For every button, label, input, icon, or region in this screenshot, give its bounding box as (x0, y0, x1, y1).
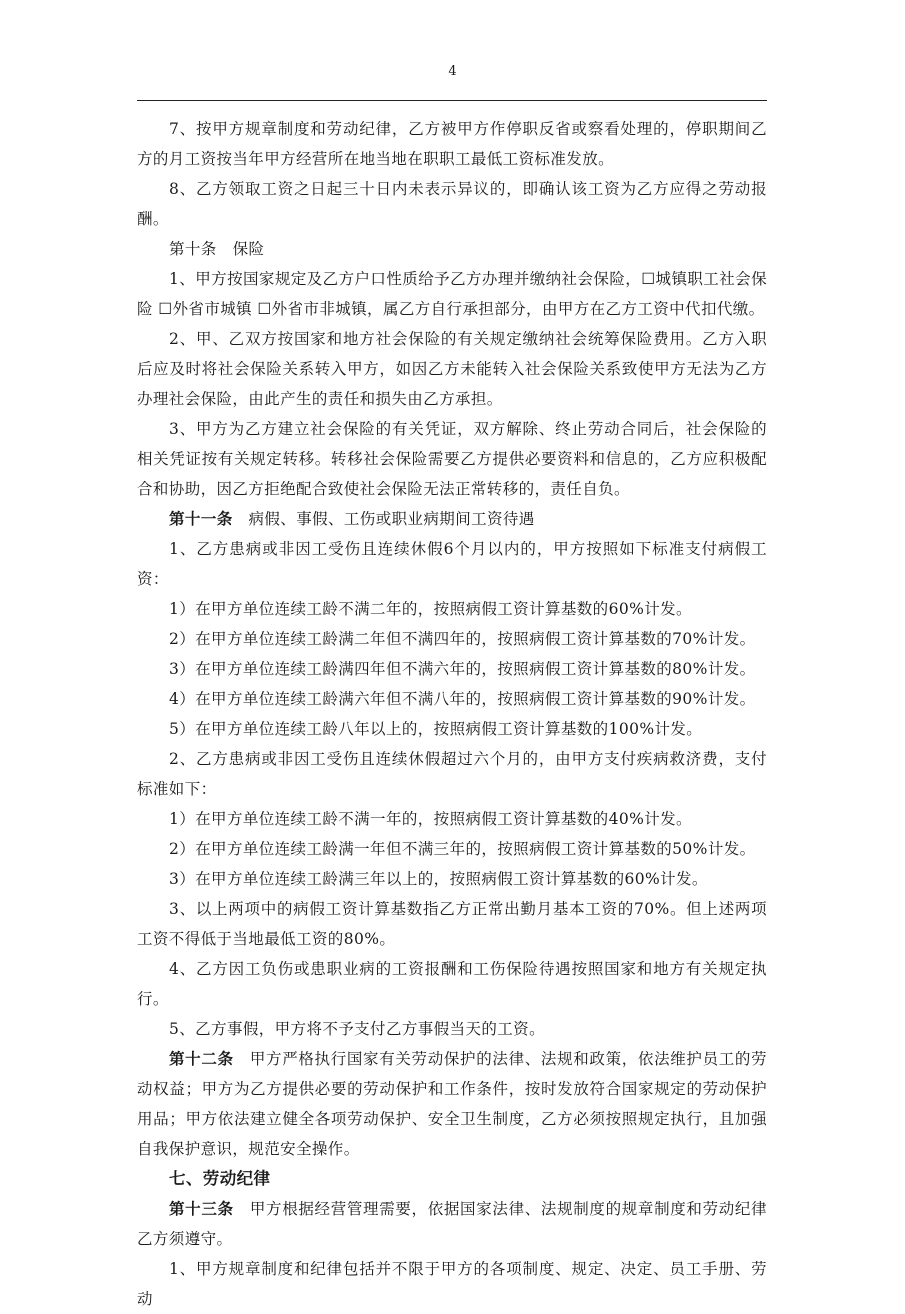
article-paragraph (137, 1194, 767, 1254)
paragraph: 2）在甲方单位连续工龄满一年但不满三年的，按照病假工资计算基数的50%计发。 (169, 840, 756, 858)
header-rule (137, 100, 767, 101)
paragraph: 第十条 保险 (169, 240, 265, 258)
article-text: 甲方严格执行国家有关劳动保护的法律、法规和政策，依法维护员工的劳动权益；甲方为乙方提供必要的劳动保护和工作条件，按时发放符合国家规定的劳动保护用品；甲方依法建立健全各项劳动保护、安全卫生制度，乙方必须按照规定执行，且加强自我保护意识，规范安全操作。 (137, 1050, 768, 1158)
page-number: 4 (448, 64, 457, 79)
paragraph: 4）在甲方单位连续工龄满六年但不满八年的，按照病假工资计算基数的90%计发。 (169, 690, 756, 708)
paragraph: 1、甲方按国家规定及乙方户口性质给予乙方办理并缴纳社会保险，☐城镇职工社会保险 ☐外省市城镇 ☐外省市非城镇，属乙方自行承担部分，由甲方在乙方工资中代扣代缴。 (137, 270, 767, 318)
article-label: 第十一条 (169, 509, 233, 528)
paragraph: 4、乙方因工负伤或患职业病的工资报酬和工伤保险待遇按照国家和地方有关规定执行。 (137, 960, 767, 1008)
paragraph: 1）在甲方单位连续工龄不满二年的，按照病假工资计算基数的60%计发。 (169, 600, 692, 618)
paragraph: 3、甲方为乙方建立社会保险的有关凭证，双方解除、终止劳动合同后，社会保险的相关凭证按有关规定转移。转移社会保险需要乙方提供必要资料和信息的，乙方应积极配合和协助，因乙方拒绝配合致使社会保险无法正常转移的，责任自负。 (137, 420, 767, 498)
section-heading: 七、劳动纪律 (169, 1169, 271, 1188)
paragraph: 5）在甲方单位连续工龄八年以上的，按照病假工资计算基数的100%计发。 (169, 720, 703, 738)
paragraph: 5、乙方事假，甲方将不予支付乙方事假当天的工资。 (169, 1020, 545, 1038)
paragraph: 2）在甲方单位连续工龄满二年但不满四年的，按照病假工资计算基数的70%计发。 (169, 630, 756, 648)
article-label: 第十二条 (169, 1049, 234, 1068)
paragraph: 3）在甲方单位连续工龄满三年以上的，按照病假工资计算基数的60%计发。 (169, 870, 708, 888)
paragraph: 1）在甲方单位连续工龄不满一年的，按照病假工资计算基数的40%计发。 (169, 810, 692, 828)
article-paragraph (137, 1044, 767, 1164)
article-label: 第十三条 (169, 1199, 234, 1218)
paragraph: 2、乙方患病或非因工受伤且连续休假超过六个月的，由甲方支付疾病救济费，支付标准如下： (137, 750, 767, 798)
paragraph: 8、乙方领取工资之日起三十日内未表示异议的，即确认该工资为乙方应得之劳动报酬。 (137, 180, 767, 228)
article-paragraph (137, 504, 767, 534)
document-body (137, 114, 767, 1314)
paragraph: 7、按甲方规章制度和劳动纪律，乙方被甲方作停职反省或察看处理的，停职期间乙方的月工资按当年甲方经营所在地当地在职职工最低工资标准发放。 (137, 120, 767, 168)
paragraph: 2、甲、乙双方按国家和地方社会保险的有关规定缴纳社会统筹保险费用。乙方入职后应及时将社会保险关系转入甲方，如因乙方未能转入社会保险关系致使甲方无法为乙方办理社会保险，由此产生的责任和损失由乙方承担。 (137, 330, 767, 408)
paragraph: 3、以上两项中的病假工资计算基数指乙方正常出勤月基本工资的70%。但上述两项工资不得低于当地最低工资的80%。 (137, 900, 767, 948)
article-text: 病假、事假、工伤或职业病期间工资待遇 (232, 510, 535, 528)
paragraph: 1、甲方规章制度和纪律包括并不限于甲方的各项制度、规定、决定、员工手册、劳动 (137, 1260, 767, 1308)
paragraph: 3）在甲方单位连续工龄满四年但不满六年的，按照病假工资计算基数的80%计发。 (169, 660, 756, 678)
paragraph: 1、乙方患病或非因工受伤且连续休假6个月以内的，甲方按照如下标准支付病假工资： (137, 540, 767, 588)
article-text: 甲方根据经营管理需要，依据国家法律、法规制度的规章制度和劳动纪律乙方须遵守。 (137, 1200, 768, 1248)
